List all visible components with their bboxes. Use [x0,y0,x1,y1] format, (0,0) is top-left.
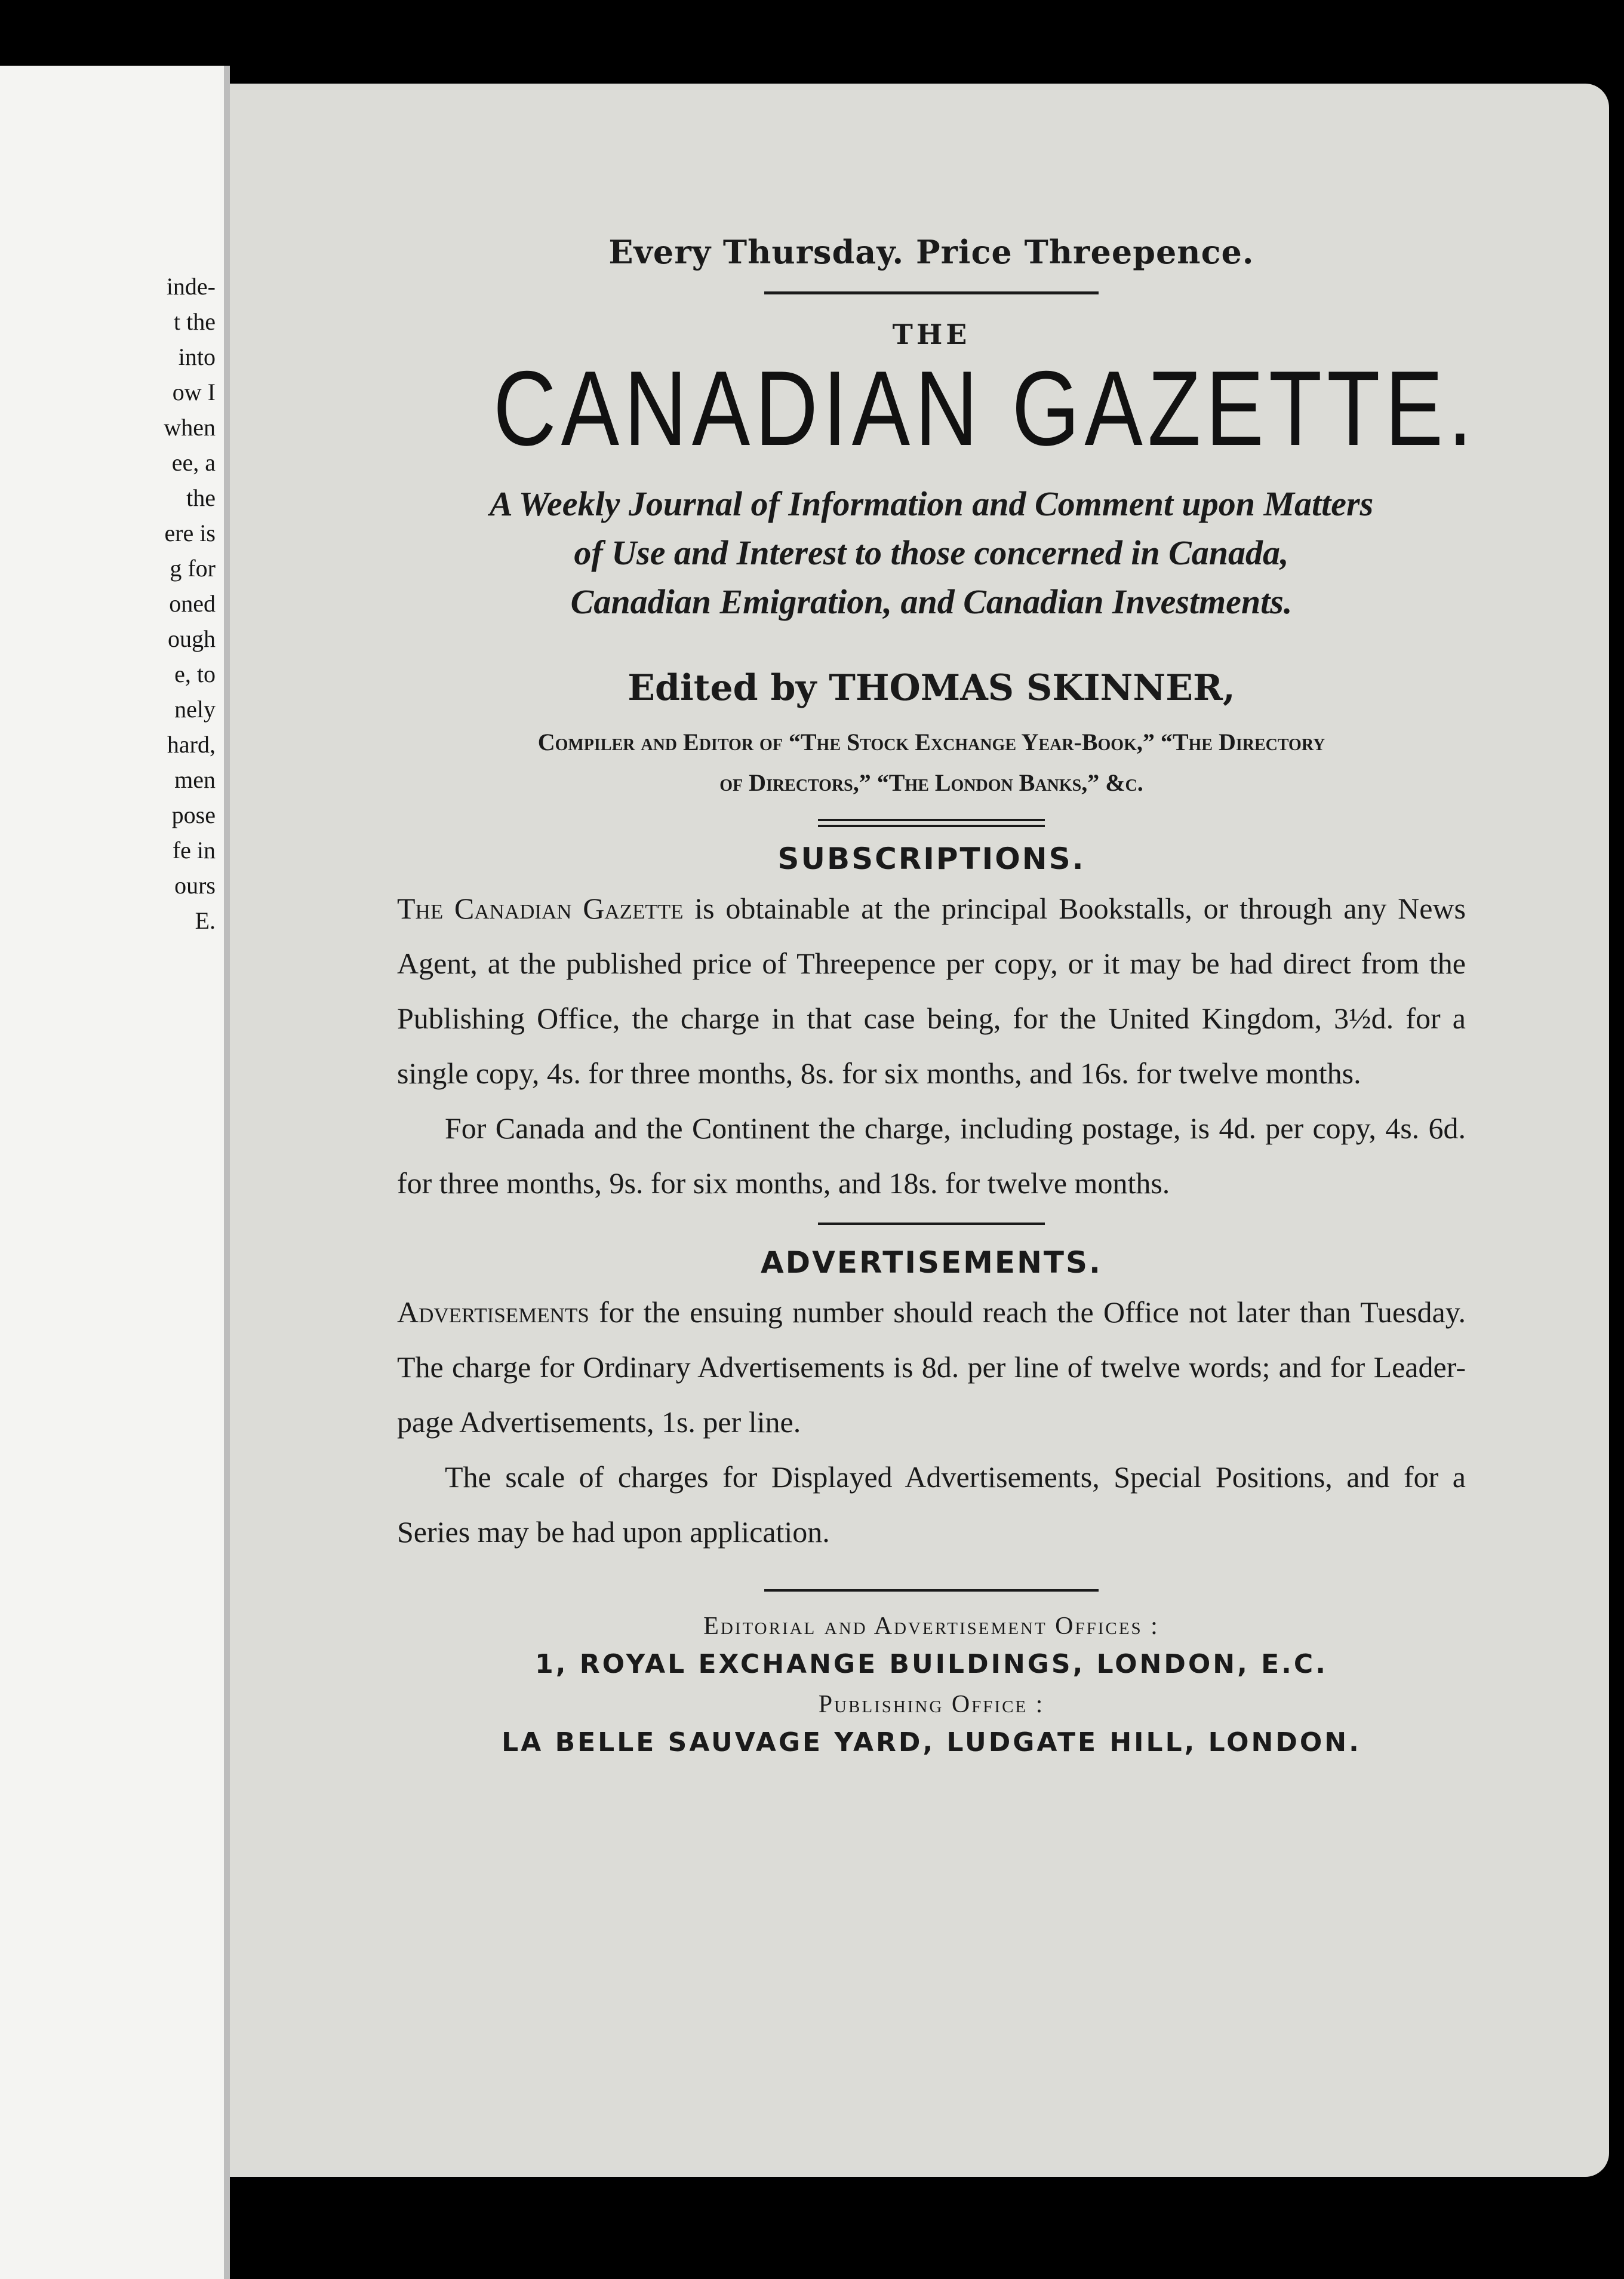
advertisements-paragraph [397,1285,1466,1449]
subscriptions-paragraph [397,881,1466,1101]
left-line: E. [195,907,216,934]
editorial-offices-label: Editorial and Advertisement Offices : [703,1612,1159,1640]
page-edge [224,66,230,2279]
left-line: hard, [167,731,216,758]
advertisement-page [230,84,1609,2177]
subscriptions-heading: SUBSCRIPTIONS. [777,841,1085,876]
left-line: ee, a [171,449,216,476]
publication-name: The Canadian Gazette [397,892,684,925]
editor-credit: Edited by THOMAS SKINNER, [628,667,1235,709]
left-facing-page [0,66,230,2279]
left-line: e, to [174,661,216,687]
masthead-title: CANADIAN GAZETTE. [493,349,1477,468]
left-line: t the [174,308,216,335]
left-line: nely [174,696,216,723]
left-line: the [186,484,216,511]
divider [764,1589,1099,1592]
publishing-office-address: LA BELLE SAUVAGE YARD, LUDGATE HILL, LONDON. [502,1727,1361,1758]
divider [818,1223,1045,1225]
left-line: ow I [172,379,216,406]
left-line: ough [168,625,216,652]
left-line: ere is [164,520,216,546]
left-line: inde- [166,273,216,300]
masthead-subtitle [397,480,1466,626]
left-line: fe in [172,837,216,864]
left-line: when [164,414,216,441]
subtitle-line: A Weekly Journal of Information and Comment upon Matters [489,484,1374,523]
masthead-article: THE [892,318,971,351]
left-line: pose [171,801,216,828]
advertisements-scale-paragraph: The scale of charges for Displayed Advertisements, Special Positions, and for a Series may be had upon application. [397,1460,1466,1549]
left-line: ours [174,872,216,899]
double-divider [818,819,1045,827]
compiler-line: of Directors,” “The London Banks,” &c. [719,769,1143,796]
compiler-credit [397,722,1466,803]
subscriptions-text: is obtainable at the principal Bookstalls, or through any News Agent, at the published price of Threepence per copy, or it may be had direct from the Publishing Office, the charge in that case being, for the United Kingdom, 3½d. for a single copy, 4s. for three months, 8s. for six months, and 16s. for twelve months. [397,892,1466,1090]
left-line: into [178,343,216,370]
left-page-text [0,269,224,938]
left-line: men [174,766,216,793]
left-line: oned [169,590,216,617]
publishing-office-label: Publishing Office : [818,1691,1045,1718]
advertisements-lead: Advertisements [397,1295,589,1329]
issue-line: Every Thursday. Price Threepence. [608,233,1254,271]
subscriptions-overseas-paragraph: For Canada and the Continent the charge, including postage, is 4d. per copy, 4s. 6d. for three months, 9s. for six months, and 18s. for twelve months. [397,1111,1466,1200]
advertisements-heading: ADVERTISEMENTS. [760,1245,1103,1280]
divider [764,291,1099,294]
page-content [397,233,1477,1758]
editorial-offices-address: 1, ROYAL EXCHANGE BUILDINGS, LONDON, E.C. [535,1649,1328,1679]
compiler-line: Compiler and Editor of “The Stock Exchange Year-Book,” “The Directory [537,729,1325,755]
subtitle-line: of Use and Interest to those concerned in Canada, [574,533,1289,572]
subtitle-line: Canadian Emigration, and Canadian Investments. [570,582,1293,621]
advertisements-text: for the ensuing number should reach the Office not later than Tuesday. The charge for Ordinary Advertisements is 8d. per line of twelve words; and for Leader-page Advertisements, 1s. per line. [397,1295,1466,1439]
left-line: g for [170,555,216,582]
